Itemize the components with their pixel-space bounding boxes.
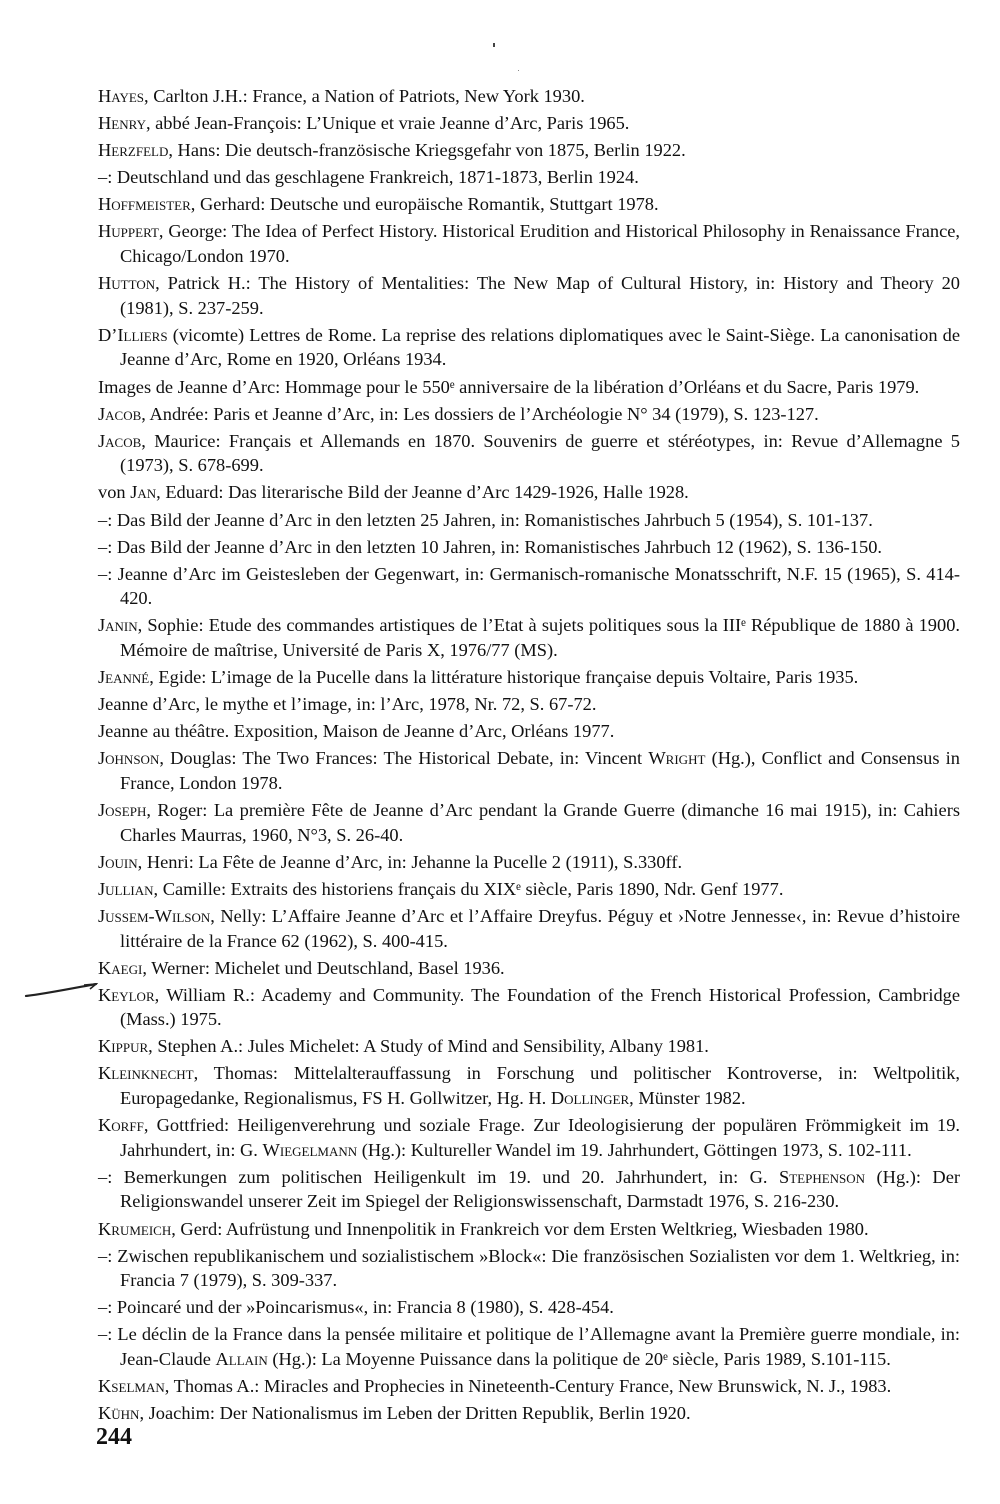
- entry-text: , Thomas A.: Miracles and Prophecies in Nineteenth-Century France, New Brunswick, N. J., 1983.: [164, 1376, 892, 1397]
- entry-text: , Hans: Die deutsch-französische Kriegsgefahr von 1875, Berlin 1922.: [168, 140, 686, 161]
- entry-author: Jan: [130, 482, 157, 503]
- entry-author: Jouin: [98, 851, 138, 872]
- bibliography-entry: [98, 562, 960, 611]
- entry-author: Janin: [98, 615, 138, 636]
- page-number: 244: [96, 1424, 132, 1450]
- bibliography-entry: [98, 165, 960, 190]
- bibliography-entry: [98, 798, 960, 847]
- entry-text-continued: (Hg.): Kultureller Wandel im 19. Jahrhundert, Göttingen 1973, S. 102-111.: [357, 1139, 912, 1160]
- entry-text: , Andrée: Paris et Jeanne d’Arc, in: Les dossiers de l’Archéologie N° 34 (1979), S. 123-127.: [141, 403, 819, 424]
- entry-text: , Werner: Michelet und Deutschland, Basel 1936.: [142, 957, 505, 978]
- entry-text: , Gerhard: Deutsche und europäische Romantik, Stuttgart 1978.: [190, 194, 659, 215]
- scan-speck: [518, 70, 519, 71]
- bibliography-entry: [98, 1165, 960, 1214]
- entry-text: , Camille: Extraits des historiens français du XIXᵉ siècle, Paris 1890, Ndr. Genf 1977.: [153, 878, 784, 899]
- bibliography-entry: [98, 1034, 960, 1059]
- entry-author: Hoffmeister: [98, 194, 191, 215]
- entry-text: , Nelly: L’Affaire Jeanne d’Arc et l’Affaire Dreyfus. Péguy et ›Notre Jennesse‹, in: Revue d’histoire littéraire de la France 62 (1962), S. 400-415.: [120, 905, 960, 951]
- entry-text: –: Poincaré und der »Poincarismus«, in: Francia 8 (1980), S. 428-454.: [98, 1297, 614, 1318]
- bibliography-entry: [98, 746, 960, 795]
- bibliography-entry: [98, 1113, 960, 1162]
- bibliography-entry: [98, 429, 960, 478]
- margin-pencil-mark: [24, 983, 98, 997]
- entry-text: , Henri: La Fête de Jeanne d’Arc, in: Jehanne la Pucelle 2 (1911), S.330ff.: [137, 851, 683, 872]
- entry-author: Korff: [98, 1115, 144, 1136]
- entry-text: , Sophie: Etude des commandes artistiques de l’Etat à sujets politiques sous la IIIᵉ République de 1880 à 1900. Mémoire de maîtrise, Université de Paris X, 1976/77 (MS).: [120, 615, 960, 660]
- entry-author: Kippur: [98, 1036, 149, 1057]
- entry-text: –: Das Bild der Jeanne d’Arc in den letzten 10 Jahren, in: Romanistisches Jahrbuch 12 (1962), S. 136-150.: [98, 536, 882, 557]
- entry-text-continued: (Hg.): Der Religionswandel unserer Zeit im Spiegel der Religionswissenschaft, Darmstadt 1976, S. 216-230.: [120, 1166, 961, 1212]
- entry-author: Jullian: [98, 878, 154, 899]
- entry-author: Herzfeld: [98, 140, 169, 161]
- bibliography-entry: [98, 877, 960, 902]
- entry-text: , George: The Idea of Perfect History. Historical Erudition and Historical Philosophy in Renaissance France, Chicago/London 1970.: [120, 221, 960, 267]
- entry-text: , Egide: L’image de la Pucelle dans la littérature historique française depuis Voltaire, Paris 1935.: [149, 667, 859, 688]
- entry-editor: Dollinger: [550, 1088, 630, 1109]
- bibliography-entry: [98, 1322, 960, 1371]
- bibliography-entry: [98, 613, 960, 662]
- bibliography-entry: [98, 1217, 960, 1242]
- entry-author: Jeanné: [98, 667, 150, 688]
- entry-text: , Joachim: Der Nationalismus im Leben der Dritten Republik, Berlin 1920.: [139, 1403, 691, 1424]
- entry-author: Kleinknecht: [98, 1063, 194, 1084]
- bibliography-entry: [98, 665, 960, 690]
- entry-author: Kaegi: [98, 957, 143, 978]
- entry-author: Jacob: [98, 430, 142, 451]
- entry-text: , abbé Jean-François: L’Unique et vraie Jeanne d’Arc, Paris 1965.: [145, 113, 630, 134]
- bibliography-list: [98, 84, 960, 1428]
- entry-text: –: Das Bild der Jeanne d’Arc in den letzten 25 Jahren, in: Romanistisches Jahrbuch 5 (1954), S. 101-137.: [98, 509, 873, 530]
- bibliography-entry: [98, 1295, 960, 1320]
- entry-author: Kühn: [98, 1403, 140, 1424]
- entry-text: , Stephen A.: Jules Michelet: A Study of Mind and Sensibility, Albany 1981.: [148, 1036, 709, 1057]
- entry-text: , Patrick H.: The History of Mentalities: The New Map of Cultural History, in: History and Theory 20 (1981), S. 237-259.: [120, 273, 960, 318]
- entry-text: , Eduard: Das literarische Bild der Jeanne d’Arc 1429-1926, Halle 1928.: [156, 482, 689, 503]
- entry-author: D’Illiers: [98, 324, 168, 345]
- entry-text: , Carlton J.H.: France, a Nation of Patriots, New York 1930.: [144, 86, 585, 106]
- bibliography-entry: [98, 271, 960, 320]
- bibliography-entry: [98, 1401, 960, 1426]
- entry-author: Kselman: [98, 1376, 165, 1397]
- bibliography-entry: [98, 84, 960, 109]
- bibliography-entry: [98, 719, 960, 744]
- entry-text: –: Jeanne d’Arc im Geistesleben der Gegenwart, in: Germanisch-romanische Monatsschrift, N.F. 15 (1965), S. 414-420.: [98, 563, 960, 609]
- entry-editor: Allain: [215, 1349, 268, 1369]
- bibliography-entry: [98, 692, 960, 717]
- entry-editor: Stephenson: [779, 1166, 866, 1187]
- entry-author: Keylor: [98, 984, 155, 1005]
- entry-author: Henry: [98, 113, 146, 134]
- bibliography-entry: [98, 904, 960, 953]
- bibliography-entry: [98, 850, 960, 875]
- entry-author: Joseph: [98, 800, 147, 821]
- entry-author: Jussem-Wilson: [98, 905, 211, 926]
- entry-text: Jeanne d’Arc, le mythe et l’image, in: l’Arc, 1978, Nr. 72, S. 67-72.: [98, 694, 597, 715]
- entry-text: –: Le déclin de la France dans la pensée militaire et politique de l’Allemagne avant la Première guerre mondiale, in: Jean-Claude: [98, 1324, 960, 1369]
- entry-text: (vicomte) Lettres de Rome. La reprise des relations diplomatiques avec le Saint-Siège. La canonisation de Jeanne d’Arc, Rome en 1920, Orléans 1934.: [120, 324, 960, 370]
- entry-text: –: Deutschland und das geschlagene Frankreich, 1871-1873, Berlin 1924.: [98, 167, 639, 188]
- bibliography-entry: [98, 1244, 960, 1293]
- entry-text: , Roger: La première Fête de Jeanne d’Arc pendant la Grande Guerre (dimanche 16 mai 1915), in: Cahiers Charles Maurras, 1960, N°3, S. 26-40.: [120, 800, 960, 845]
- entry-text: , Douglas: The Two Frances: The Historical Debate, in: Vincent: [159, 748, 649, 769]
- bibliography-entry: [98, 111, 960, 136]
- entry-editor: Wiegelmann: [262, 1139, 358, 1160]
- bibliography-entry: [98, 956, 960, 981]
- bibliography-entry: [98, 983, 960, 1032]
- entry-text: , William R.: Academy and Community. The Foundation of the French Historical Profession, Cambridge (Mass.) 1975.: [120, 984, 960, 1030]
- bibliography-entry: [98, 1061, 960, 1110]
- entry-author: Hayes: [98, 86, 145, 106]
- scan-speck: [493, 43, 495, 47]
- entry-text: Jeanne au théâtre. Exposition, Maison de Jeanne d’Arc, Orléans 1977.: [98, 721, 615, 742]
- entry-text-continued: (Hg.), Conflict and Consensus in France, London 1978.: [120, 748, 960, 793]
- entry-text: Images de Jeanne d’Arc: Hommage pour le 550ᵉ anniversaire de la libération d’Orléans et du Sacre, Paris 1979.: [98, 376, 920, 397]
- bibliography-entry: [98, 192, 960, 217]
- entry-author: Krumeich: [98, 1218, 172, 1239]
- bibliography-entry: [98, 508, 960, 533]
- entry-text: –: Zwischen republikanischem und sozialistischem »Block«: Die französischen Sozialisten vor dem 1. Weltkrieg, in: Francia 7 (1979), S. 309-337.: [98, 1245, 960, 1291]
- entry-text: , Maurice: Français et Allemands en 1870. Souvenirs de guerre et stéréotypes, in: Revue d’Allemagne 5 (1973), S. 678-699.: [120, 430, 960, 476]
- bibliography-entry: [98, 138, 960, 163]
- entry-text: , Thomas: Mittelalterauffassung in Forschung und politischer Kontroverse, in: Weltpolitik, Europagedanke, Regionalismus, FS H. Gollwitzer, Hg. H.: [120, 1063, 960, 1109]
- bibliography-entry: [98, 1374, 960, 1399]
- bibliography-entry: [98, 219, 960, 268]
- bibliography-entry: [98, 323, 960, 372]
- bibliography-entry: [98, 480, 960, 505]
- bibliography-entry: [98, 535, 960, 560]
- entry-author: Jacob: [98, 403, 142, 424]
- entry-text: , Gottfried: Heiligenverehrung und soziale Frage. Zur Ideologisierung der populären Frömmigkeit im 19. Jahrhundert, in: G.: [120, 1115, 960, 1160]
- bibliography-entry: [98, 402, 960, 427]
- entry-text-continued: (Hg.): La Moyenne Puissance dans la politique de 20ᵉ siècle, Paris 1989, S.101-115.: [267, 1349, 891, 1369]
- entry-author: Huppert: [98, 221, 159, 242]
- entry-editor: Wright: [648, 748, 706, 769]
- entry-author: Hutton: [98, 273, 156, 294]
- author-prefix: von: [98, 482, 131, 503]
- entry-text: –: Bemerkungen zum politischen Heiligenkult im 19. und 20. Jahrhundert, in: G.: [98, 1166, 779, 1187]
- entry-text: , Gerd: Aufrüstung und Innenpolitik in Frankreich vor dem Ersten Weltkrieg, Wiesbaden 1980.: [171, 1218, 869, 1239]
- entry-text-continued: , Münster 1982.: [629, 1088, 746, 1109]
- bibliography-entry: [98, 375, 960, 400]
- entry-author: Johnson: [98, 748, 160, 769]
